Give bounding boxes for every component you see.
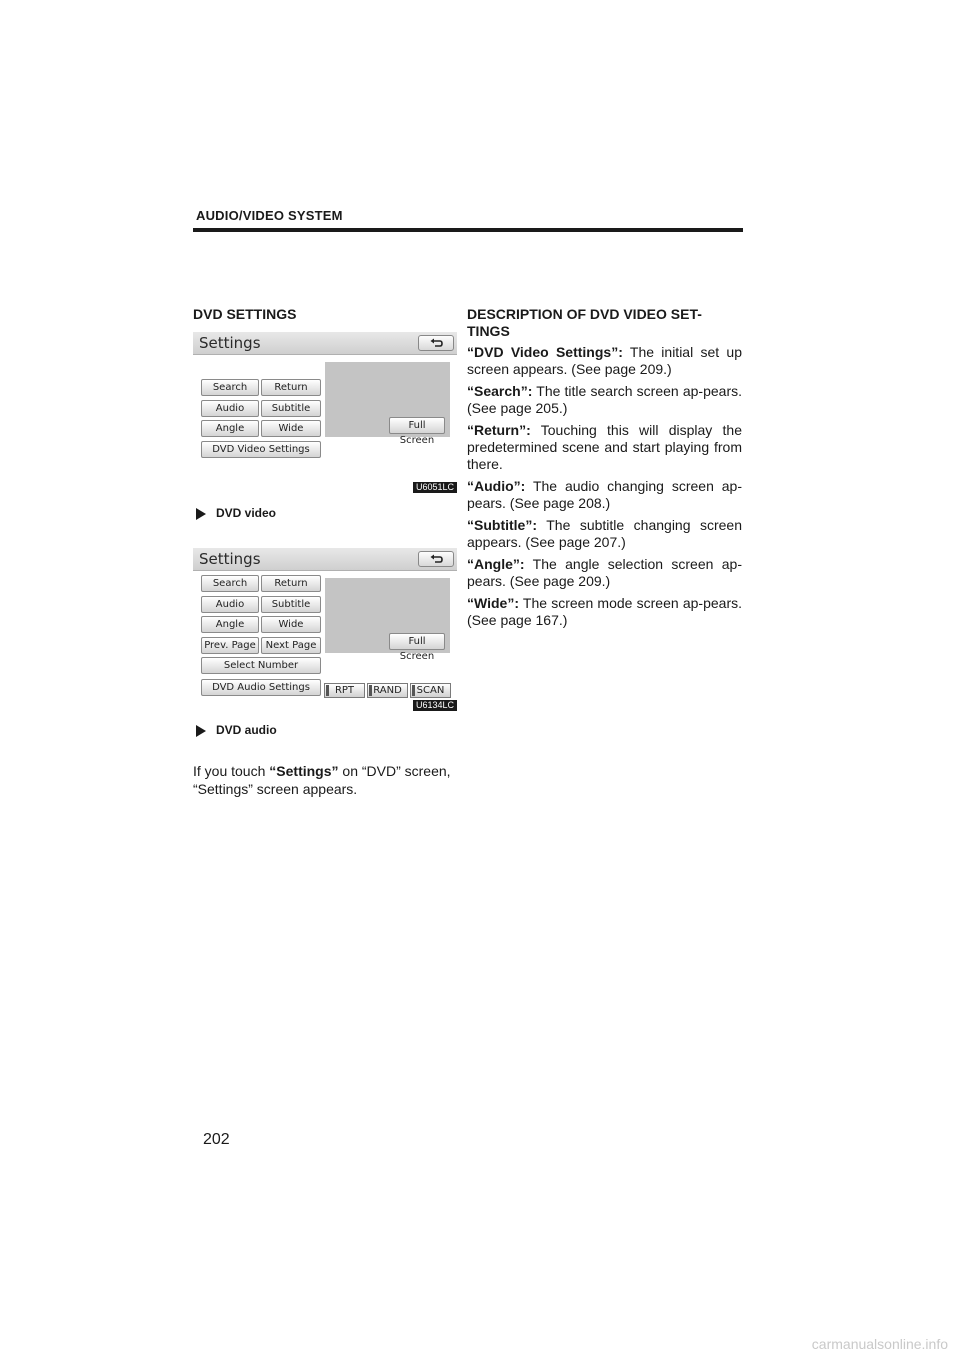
para-bold: “Settings” [269,763,339,779]
caption-text: DVD video [216,506,277,520]
item-term: “Audio”: [467,478,526,494]
caption-text: DVD audio [216,723,277,737]
search-button[interactable]: Search [201,575,259,592]
triangle-bullet-icon [196,725,206,737]
description-item [467,344,742,378]
subtitle-button[interactable]: Subtitle [261,596,321,613]
screen-titlebar [193,548,457,571]
para-prefix: If you touch [193,763,270,779]
item-desc: The initial set up screen appears. (See page 209.) [467,344,742,377]
wide-button[interactable]: Wide [261,420,321,437]
screen-title: Settings [199,550,261,568]
figure-code: U6134LC [413,700,457,711]
item-term: “Wide”: [467,595,519,611]
audio-button[interactable]: Audio [201,596,259,613]
caption-dvd-audio [196,723,277,737]
dvd-video-settings-button[interactable]: DVD Video Settings [201,441,321,458]
select-number-button[interactable]: Select Number [201,657,321,674]
item-term: “Search”: [467,383,533,399]
description-item [467,517,742,551]
item-term: “Subtitle”: [467,517,537,533]
intro-paragraph [193,762,463,798]
description-column [467,306,742,634]
caption-dvd-video [196,506,276,520]
subtitle-button[interactable]: Subtitle [261,400,321,417]
dvd-settings-heading: DVD SETTINGS [193,306,297,322]
angle-button[interactable]: Angle [201,616,259,633]
return-button[interactable]: Return [261,575,321,592]
settings-screen-dvd-audio [193,548,457,712]
triangle-bullet-icon [196,508,206,520]
screen-titlebar [193,332,457,355]
rand-button[interactable]: RAND [367,683,408,698]
return-arrow-icon [430,554,444,565]
dvd-audio-settings-button[interactable]: DVD Audio Settings [201,679,321,696]
description-item [467,422,742,473]
angle-button[interactable]: Angle [201,420,259,437]
header-rule [193,228,743,232]
screen-title: Settings [199,334,261,352]
figure-code: U6051LC [413,482,457,493]
description-item [467,383,742,417]
watermark: carmanualsonline.info [811,1336,948,1352]
item-desc: Touching this will display the predetermined scene and start playing from there. [467,422,742,472]
full-screen-button[interactable]: Full Screen [389,417,445,434]
item-desc: The title search screen ap-pears. (See page 205.) [467,383,742,416]
description-item [467,478,742,512]
back-button[interactable] [418,335,454,351]
item-term: “DVD Video Settings”: [467,344,623,360]
full-screen-button[interactable]: Full Screen [389,633,445,650]
return-arrow-icon [430,338,444,349]
description-heading: DESCRIPTION OF DVD VIDEO SET-TINGS [467,306,702,339]
para-suffix: on “DVD” screen, “Settings” screen appears. [193,763,451,797]
return-button[interactable]: Return [261,379,321,396]
section-header: AUDIO/VIDEO SYSTEM [196,208,343,223]
rpt-button[interactable]: RPT [324,683,365,698]
page-number: 202 [203,1131,230,1148]
item-desc: The angle selection screen ap-pears. (See page 209.) [467,556,742,589]
item-term: “Return”: [467,422,531,438]
item-desc: The audio changing screen ap-pears. (See page 208.) [467,478,742,511]
item-term: “Angle”: [467,556,525,572]
back-button[interactable] [418,551,454,567]
next-page-button[interactable]: Next Page [261,637,321,654]
search-button[interactable]: Search [201,379,259,396]
item-desc: The subtitle changing screen appears. (See page 207.) [467,517,742,550]
wide-button[interactable]: Wide [261,616,321,633]
scan-button[interactable]: SCAN [410,683,451,698]
settings-screen-dvd-video [193,332,457,496]
description-item [467,556,742,590]
description-item [467,595,742,629]
prev-page-button[interactable]: Prev. Page [201,637,259,654]
item-desc: The screen mode screen ap-pears. (See page 167.) [467,595,742,628]
audio-button[interactable]: Audio [201,400,259,417]
